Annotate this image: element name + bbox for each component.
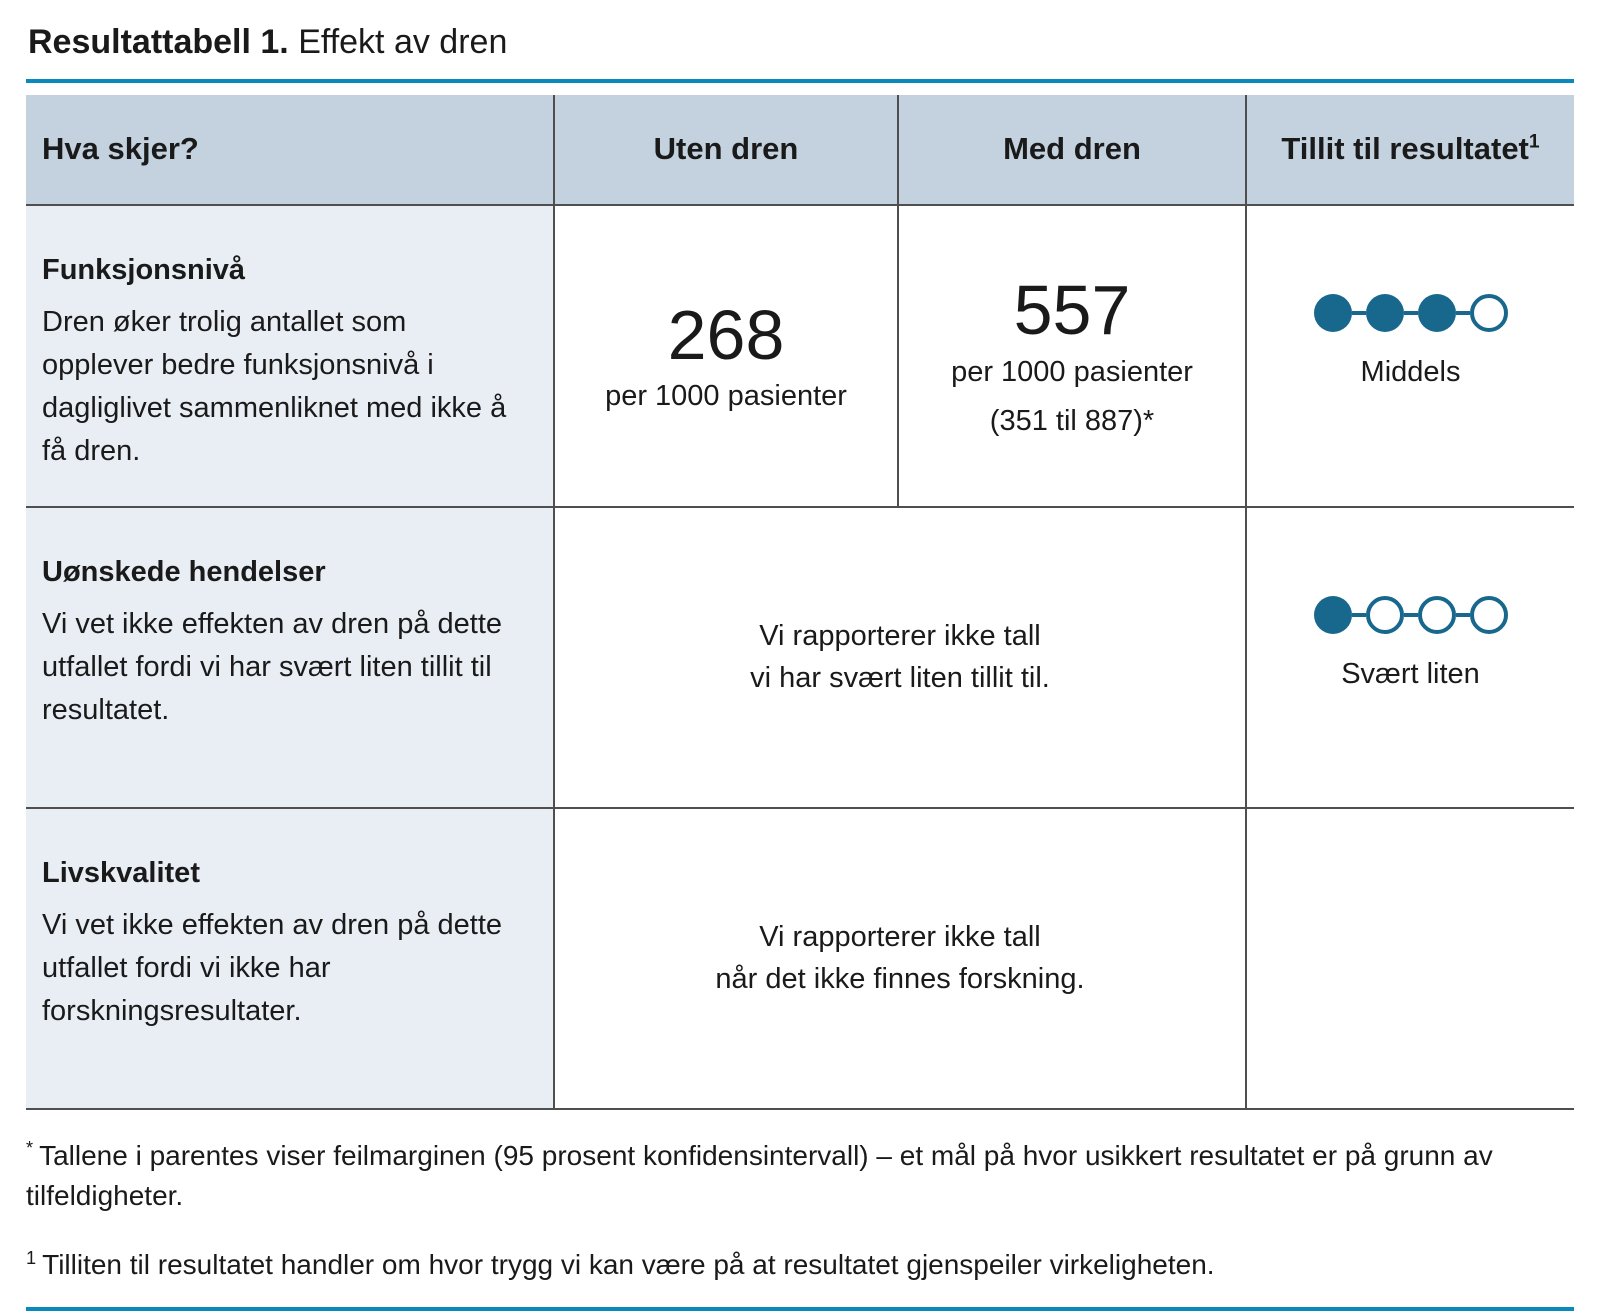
title-label: Resultattabell 1. <box>28 23 289 61</box>
value-cell-with <box>898 205 1246 507</box>
open-dot-icon <box>1418 596 1456 634</box>
open-dot-icon <box>1470 294 1508 332</box>
merged-note-line1: Vi rapporterer ikke tall <box>759 620 1041 653</box>
merged-note-line2: når det ikke finnes forskning. <box>715 963 1085 996</box>
footnote-asterisk <box>26 1136 1574 1216</box>
outcome-title: Livskvalitet <box>42 856 200 889</box>
outcome-cell <box>26 205 554 507</box>
merged-note <box>555 615 1245 699</box>
filled-dot-icon <box>1418 294 1456 332</box>
dot-connector <box>1404 613 1418 617</box>
confidence-label: Svært liten <box>1341 657 1480 690</box>
merged-note-line1: Vi rapporterer ikke tall <box>759 921 1041 954</box>
confidence-group <box>1247 596 1574 691</box>
value-without-unit: per 1000 pasienter <box>605 380 847 413</box>
value-with: 557 <box>1013 271 1131 350</box>
table-row-livskvalitet <box>26 808 1574 1109</box>
dot-connector <box>1456 613 1470 617</box>
merged-note-line2: vi har svært liten tillit til. <box>750 662 1050 695</box>
merged-note-cell <box>554 507 1246 808</box>
header-footnote-mark: 1 <box>1528 131 1540 153</box>
footnote-marker: * <box>26 1138 34 1159</box>
merged-note <box>555 916 1245 1000</box>
footnote-text: Tallene i parentes viser feilmarginen (95 prosent konfidensintervall) – et mål på hvor usikkert resultatet er på grunn av tilfeldigheter. <box>26 1139 1493 1211</box>
footnote-marker: 1 <box>26 1247 37 1268</box>
dot-connector <box>1352 311 1366 315</box>
dot-connector <box>1404 311 1418 315</box>
confidence-cell <box>1246 205 1574 507</box>
confidence-dots-icon <box>1247 294 1574 332</box>
confidence-label: Middels <box>1360 356 1461 389</box>
results-table <box>26 95 1574 1110</box>
open-dot-icon <box>1366 596 1404 634</box>
header-cell-with <box>898 95 1246 205</box>
header-cell-what <box>26 95 554 205</box>
outcome-cell <box>26 808 554 1109</box>
header-cell-confidence <box>1246 95 1574 205</box>
page-title <box>28 22 1574 63</box>
confidence-cell-empty <box>1246 808 1574 1109</box>
outcome-title: Uønskede hendelser <box>42 555 326 588</box>
dot-connector <box>1352 613 1366 617</box>
value-with-ci: (351 til 887)* <box>989 404 1155 437</box>
table-row-funksjonsniva <box>26 205 1574 507</box>
outcome-cell <box>26 507 554 808</box>
filled-dot-icon <box>1366 294 1404 332</box>
top-rule <box>26 79 1574 83</box>
confidence-cell <box>1246 507 1574 808</box>
filled-dot-icon <box>1314 294 1352 332</box>
filled-dot-icon <box>1314 596 1352 634</box>
title-subtitle: Effekt av dren <box>288 23 508 61</box>
value-without: 268 <box>667 295 785 374</box>
outcome-text: Vi vet ikke effekten av dren på dette utfallet fordi vi ikke har forskningsresultater. <box>42 909 503 1028</box>
dot-connector <box>1456 311 1470 315</box>
confidence-dots-icon <box>1247 596 1574 634</box>
table-row-uonskede-hendelser <box>26 507 1574 808</box>
header-label-what: Hva skjer? <box>42 131 199 167</box>
bottom-rule <box>26 1307 1574 1311</box>
header-row <box>26 95 1574 205</box>
header-label-with: Med dren <box>1003 131 1141 167</box>
value-with-unit: per 1000 pasienter <box>951 355 1193 388</box>
merged-note-cell <box>554 808 1246 1109</box>
header-label-confidence: Tillit til resultatet <box>1281 131 1529 167</box>
header-label-without: Uten dren <box>653 131 799 167</box>
outcome-text: Vi vet ikke effekten av dren på dette utfallet fordi vi har svært liten tillit til resultatet. <box>42 608 503 727</box>
header-cell-without <box>554 95 898 205</box>
value-cell-without <box>554 205 898 507</box>
open-dot-icon <box>1470 596 1508 634</box>
footnote-one <box>26 1245 1574 1285</box>
footnote-text: Tilliten til resultatet handler om hvor trygg vi kan være på at resultatet gjenspeiler virkeligheten. <box>42 1249 1215 1281</box>
outcome-title: Funksjonsnivå <box>42 253 246 286</box>
confidence-group <box>1247 294 1574 389</box>
outcome-text: Dren øker trolig antallet som opplever bedre funksjonsnivå i dagliglivet sammenliknet med ikke å få dren. <box>42 306 507 468</box>
